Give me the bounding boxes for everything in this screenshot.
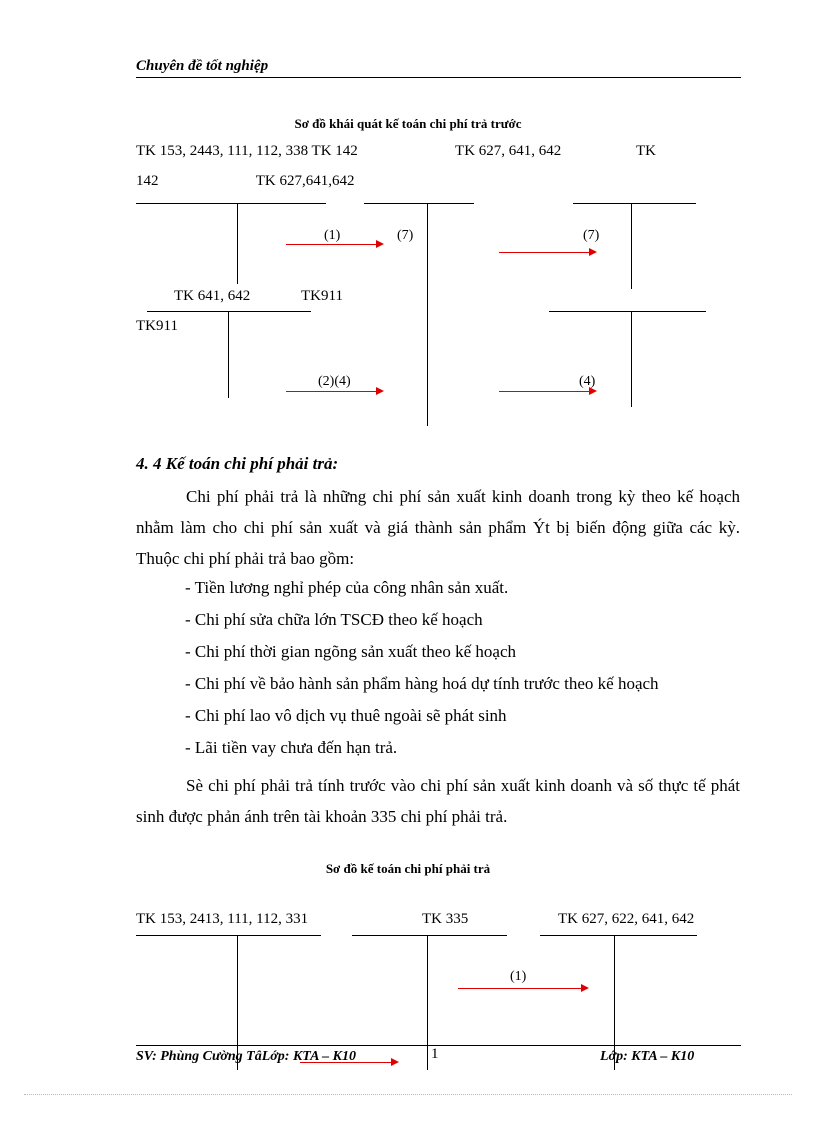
footer-right: Lớp: KTA – K10	[600, 1049, 695, 1064]
diagram1-title: Sơ đồ khái quát kế toán chi phí trả trước	[294, 116, 522, 131]
diagram2-title: Sơ đồ kế toán chi phí phải trả	[325, 861, 491, 876]
t-account-627b-top	[540, 935, 697, 936]
entry-label-2-4: (2)(4)	[318, 374, 351, 389]
arrow-d2-1	[458, 988, 582, 989]
paragraph-2-text: Sè chi phí phải trả tính trước vào chi phí sản xuất kinh doanh và số thực tế phát sinh được phản ánh trên tài khoản 335 chi phí phải trả.	[136, 776, 740, 826]
entry-label-7b: (7)	[583, 228, 600, 243]
acct-911-b: TK911	[136, 318, 178, 334]
t-account-627-stem	[631, 204, 632, 289]
bullet-item: - Lãi tiền vay chưa đến hạn trả.	[185, 738, 398, 757]
t-account-153-top	[136, 935, 321, 936]
t-account-142-stem	[427, 204, 428, 426]
acct-911-a: TK911	[301, 288, 343, 304]
entry-label-4: (4)	[579, 374, 596, 389]
entry-label-7a: (7)	[397, 228, 414, 243]
entry-label-d2-1: (1)	[510, 969, 527, 984]
t-account-335-top	[352, 935, 507, 936]
acct-641-642: TK 641, 642	[174, 288, 251, 304]
t-account-641-top	[147, 311, 311, 312]
diagram1-accounts-row2: 142 TK 627,641,642	[136, 173, 355, 189]
t-account-142-top	[364, 203, 474, 204]
t-account-1-top	[136, 203, 326, 204]
arrow-7	[499, 252, 590, 253]
section-heading: 4. 4 Kế toán chi phí phải trả:	[136, 454, 339, 473]
arrow-2-4	[286, 391, 377, 392]
t-account-335-stem	[427, 936, 428, 1070]
t-account-911-stem	[631, 312, 632, 407]
acct-335: TK 335	[422, 911, 469, 927]
bullet-item: - Chi phí về bảo hành sản phẩm hàng hoá dự tính trước theo kế hoạch	[185, 674, 659, 693]
header-rule	[136, 77, 741, 78]
bullet-item: - Tiền lương nghỉ phép của công nhân sản xuất.	[185, 578, 509, 597]
bullet-item: - Chi phí sửa chữa lớn TSCĐ theo kế hoạch	[185, 610, 483, 629]
paragraph-1-text: Chi phí phải trả là những chi phí sản xuất kinh doanh trong kỳ theo kế hoạch nhằm làm cho chi phí sản xuất và giá thành sản phẩm Ýt bị biến động giữa các kỳ. Thuộc chi phí phải trả bao gồm:	[136, 487, 740, 568]
bullet-item: - Chi phí lao vô dịch vụ thuê ngoài sẽ phát sinh	[185, 706, 507, 725]
t-account-1-stem	[237, 204, 238, 284]
arrow-4	[499, 391, 590, 392]
bullet-item: - Chi phí thời gian ngõng sản xuất theo kế hoạch	[185, 642, 516, 661]
section-paragraph-1	[136, 481, 740, 574]
page-number: 1	[431, 1046, 439, 1062]
header-title: Chuyên đề tốt nghiệp	[136, 58, 269, 74]
acct-153-2413: TK 153, 2413, 111, 112, 331	[136, 911, 309, 927]
t-account-627-top	[573, 203, 696, 204]
page-bottom-dotted-edge	[24, 1094, 792, 1095]
t-account-641-stem	[228, 312, 229, 398]
footer-left: SV: Phùng Cường TâLớp: KTA – K10	[136, 1049, 356, 1064]
footer-rule	[136, 1045, 741, 1046]
arrow-1	[286, 244, 377, 245]
t-account-911-top	[549, 311, 706, 312]
diagram1-accounts-row1: TK 153, 2443, 111, 112, 338 TK 142 TK 627, 641, 642 TK	[136, 143, 656, 159]
entry-label-1: (1)	[324, 228, 341, 243]
section-paragraph-2	[136, 770, 740, 832]
acct-627-622: TK 627, 622, 641, 642	[558, 911, 695, 927]
